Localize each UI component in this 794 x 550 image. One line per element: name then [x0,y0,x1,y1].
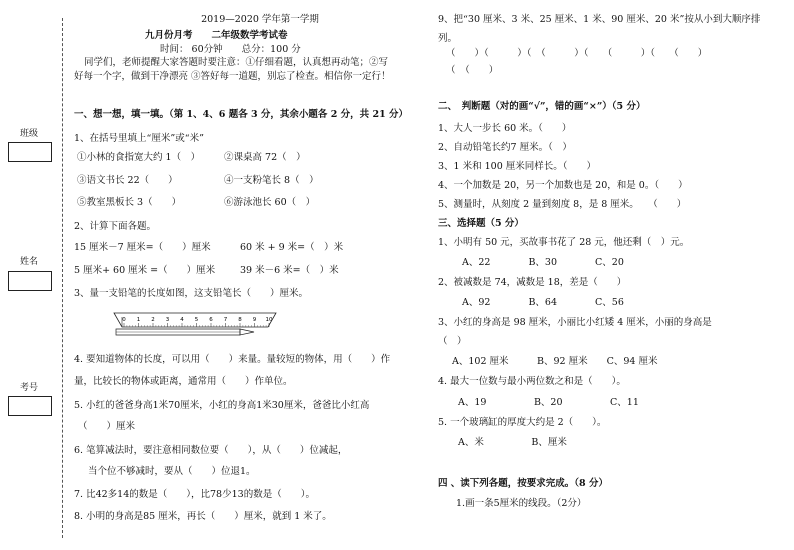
q5-line2: （ ）厘米 [78,421,136,432]
q1e: ⑤教室黑板长 3（ ） [77,197,182,208]
id-field[interactable] [8,396,52,416]
class-field[interactable] [8,142,52,162]
choice-5: 5. 一个玻璃缸的厚度大约是 2（ ）。 [438,417,607,428]
judge-1: 1、大人一步长 60 米。（ ） [438,123,572,134]
judge-2: 2、自动铅笔长约7 厘米。（ ） [438,142,572,153]
choice-2-options: A、92 B、64 C、56 [462,297,624,308]
ruler-tick-label: 6 [209,317,213,323]
ruler-tick-label: 2 [151,317,155,323]
ruler-tick-label: 9 [252,317,257,323]
q2a: 15 厘米－7 厘米=（ ）厘米 [74,242,211,253]
name-label: 姓名 [20,257,39,267]
q2: 2、计算下面各题。 [74,221,157,232]
q1d: ④一支粉笔长 8（ ） [224,175,319,186]
q9-line1: 9、把“30 厘米、3 米、25 厘米、1 米、90 厘米、20 米”按从小到大顺序排 [438,14,761,25]
section2-title: 二、 判断题（对的画“√”，错的画“×”）（5 分） [438,101,646,112]
id-label: 考号 [20,383,39,393]
judge-3: 3、1 米和 100 厘米同样长。（ ） [438,161,597,172]
exam-time-score: 时间： 60分钟 总分：100 分 [160,44,301,55]
pencil-ruler-figure [110,309,280,337]
judge-4: 4、一个加数是 20，另一个加数也是 20，和是 0。（ ） [438,180,688,191]
choice-1: 1、小明有 50 元，买故事书花了 28 元，他还剩（ ）元。 [438,237,690,248]
q6-line2: 当个位不够减时，要从（ ）位退1。 [88,466,256,477]
name-field[interactable] [8,271,52,291]
q2d: 39 米－6 米=（ ）米 [240,265,339,276]
ruler-tick-label: 3 [165,317,170,323]
judge-5: 5、测量时，从刻度 2 量到刻度 8，是 8 厘米。 （ ） [438,199,687,210]
choice-3-line2: （ ） [438,336,467,347]
exam-title: 九月份月考 二年级数学考试卷 [145,30,288,41]
ruler-tick-label: 0 [122,317,126,323]
q1b: ②课桌高 72（ ） [224,152,306,163]
choice-1-options: A、22 B、30 C、20 [462,257,624,268]
choice-3-line1: 3、小红的身高是 98 厘米，小丽比小红矮 4 厘米，小丽的身高是 [438,317,712,328]
q2b: 60 米 + 9 米=（ ）米 [240,242,344,253]
q4-line1: 4. 要知道物体的长度，可以用（ ）来量。量较短的物体，用（ ）作 [74,354,391,365]
q9-line2: 列。 [438,33,458,44]
ruler-tick-label: 8 [238,317,242,323]
q9-blanks-2: （ （ ） [446,65,499,76]
q4-line2: 量，比较长的物体或距离，通常用（ ）作单位。 [74,376,293,387]
q3: 3、量一支铅笔的长度如图，这支铅笔长（ ）厘米。 [74,288,309,299]
choice-4-options: A、19 B、20 C、11 [458,397,639,408]
pencil-tip [240,329,254,335]
ruler-tick-label: 5 [194,317,199,323]
q2c: 5 厘米+ 60 厘米 =（ ）厘米 [74,265,216,276]
intro-line-2: 好每一个字，做到干净漂亮 ③答好每一道题，别忘了检查。相信你一定行！ [74,71,391,82]
section4-title: 四 、读下列各题，按要求完成。（8 分） [438,478,608,489]
q8: 8. 小明的身高是85 厘米，再长（ ）厘米，就到 1 米了。 [74,511,332,522]
ruler-tick-label: 10 [265,317,273,323]
q6-line1: 6. 笔算减法时，要注意相同数位要（ ），从（ ）位减起， [74,445,348,456]
q1: 1、在括号里填上“厘米”或“米” [74,133,204,144]
q1a: ①小林的食指宽大约 1（ ） [77,152,201,163]
exam-year: 2019—2020 学年第一学期 [201,14,319,25]
ruler-tick-label: 7 [223,317,228,323]
class-label: 班级 [20,129,39,139]
q7: 7. 比42多14的数是（ ），比78少13的数是（ ）。 [74,489,315,500]
ruler-tick-label: 4 [180,317,184,323]
q5-line1: 5. 小红的爸爸身高1米70厘米，小红的身高1米30厘米，爸爸比小红高 [74,400,370,411]
choice-3-options: A、102 厘米 B、92 厘米 C、94 厘米 [452,356,658,367]
intro-line-1: 同学们，老师提醒大家答题时要注意：①仔细看题，认真想再动笔；②写 [84,57,389,68]
section3-title: 三、选择题（5 分） [438,218,524,229]
ruler-tick-label: 1 [136,317,141,323]
choice-4: 4. 最大一位数与最小两位数之和是（ ）。 [438,376,626,387]
q1c: ③语文书长 22（ ） [77,175,178,186]
choice-2: 2、被减数是 74，减数是 18，差是（ ） [438,277,627,288]
draw-1: 1.画一条5厘米的线段。（2分） [456,498,587,509]
choice-5-options: A、米 B、厘米 [458,437,567,448]
binding-line [62,18,63,538]
section1-title: 一、想一想，填一填。（第 1、4、6 题各 3 分，其余小题各 2 分，共 21 分） [74,109,408,120]
q9-blanks-1: （ ）（ ）（ （ ）（ （ ）（ （ ） [446,48,708,59]
q1f: ⑥游泳池长 60（ ） [224,197,316,208]
